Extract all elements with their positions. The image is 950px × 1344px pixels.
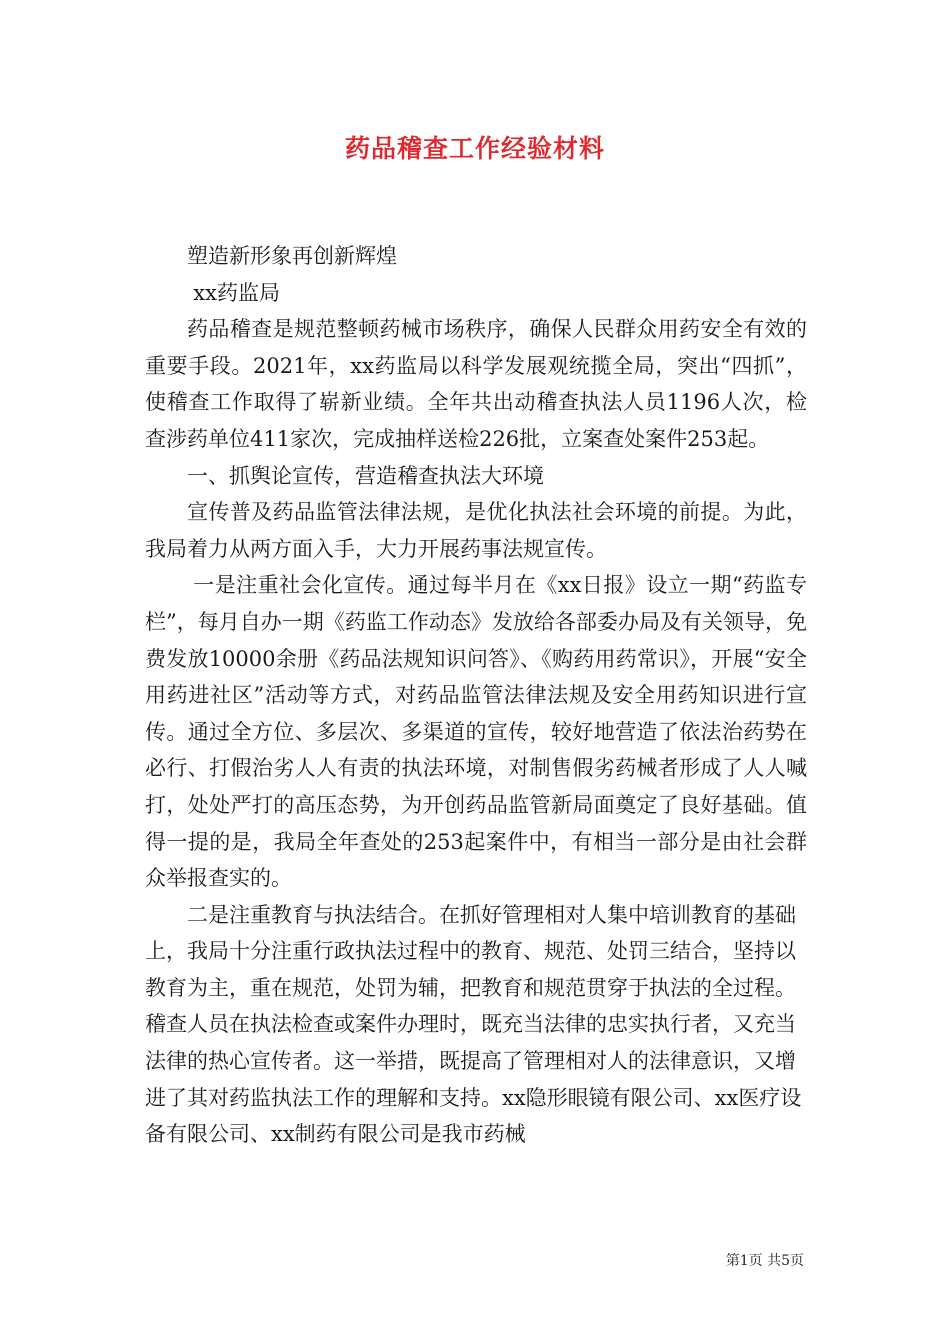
document-body [145, 238, 807, 1153]
author-line: xx药监局 [193, 280, 280, 305]
subtitle: 塑造新形象再创新辉煌 [187, 244, 397, 268]
paragraph-social-publicity: 一是注重社会化宣传。通过每半月在《xx日报》设立一期“药监专栏”，每月自办一期《药监工作动态》发放给各部委办局及有关领导，免费发放10000余册《药品法规知识问答》、《购药用药常识》，开展“安全用药进社区”活动等方式，对药品监管法律法规及安全用药知识进行宣传。通过全方位、多层次、多渠道的宣传，较好地营造了依法治药势在必行、打假治劣人人有责的执法环境，对制售假劣药械者形成了人人喊打，处处严打的高压态势，为开创药品监管新局面奠定了良好基础。值得一提的是，我局全年查处的253起案件中，有相当一部分是由社会群众举报查实的。 [145, 573, 807, 891]
paragraph-intro: 药品稽查是规范整顿药械市场秩序，确保人民群众用药安全有效的重要手段。2021年，xx药监局以科学发展观统揽全局，突出“四抓”，使稽查工作取得了崭新业绩。全年共出动稽查执法人员1196人次，检查涉药单位411家次，完成抽样送检226批，立案查处案件253起。 [145, 317, 807, 451]
paragraph-section-1-intro: 宣传普及药品监管法律法规，是优化执法社会环境的前提。为此，我局着力从两方面入手，大力开展药事法规宣传。 [145, 500, 807, 561]
section-heading-1: 一、抓舆论宣传，营造稽查执法大环境 [187, 463, 544, 488]
page-number: 第1页 共5页 [725, 1253, 804, 1269]
document-title: 药品稽查工作经验材料 [344, 134, 605, 163]
paragraph-education-enforcement: 二是注重教育与执法结合。在抓好管理相对人集中培训教育的基础上，我局十分注重行政执法过程中的教育、规范、处罚三结合，坚持以教育为主，重在规范，处罚为辅，把教育和规范贯穿于执法的全过程。稽查人员在执法检查或案件办理时，既充当法律的忠实执行者，又充当法律的热心宣传者。这一举措，既提高了管理相对人的法律意识，又增进了其对药监执法工作的理解和支持。xx隐形眼镜有限公司、xx医疗设备有限公司、xx制药有限公司是我市药械 [145, 902, 802, 1147]
